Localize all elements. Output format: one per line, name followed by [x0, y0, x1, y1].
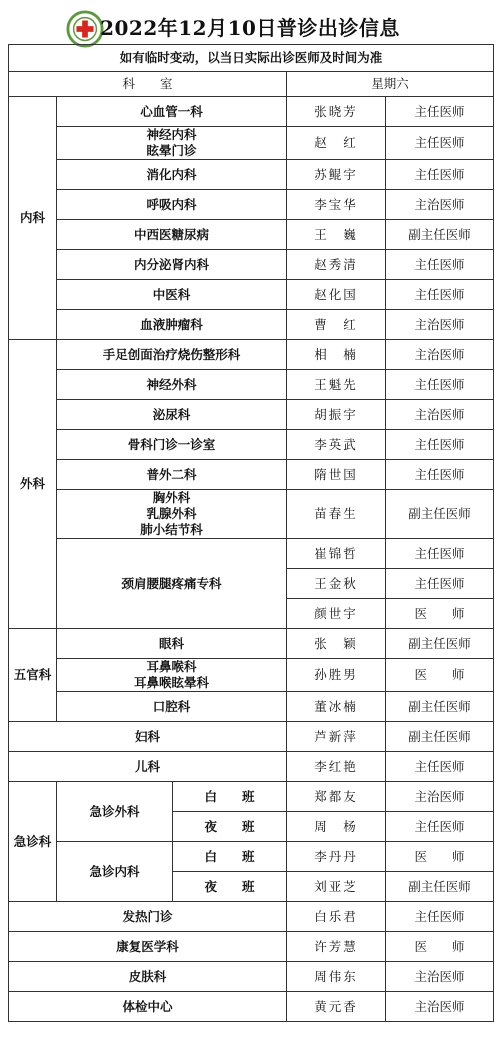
title-cell: 主任医师	[386, 250, 494, 280]
doctor-cell: 白乐君	[287, 902, 386, 932]
dept-cell: 胸外科 乳腺外科 肺小结节科	[57, 490, 287, 539]
dept-cell: 神经内科 眩晕门诊	[57, 127, 287, 160]
dept-cell: 皮肤科	[9, 962, 287, 992]
dept-cell: 普外二科	[57, 460, 287, 490]
title-cell: 主任医师	[386, 812, 494, 842]
dept-cell: 妇科	[9, 722, 287, 752]
title-cell: 主治医师	[386, 310, 494, 340]
dept-header: 科 室	[9, 72, 287, 97]
dept-cell: 骨科门诊一诊室	[57, 430, 287, 460]
page-title: 2022年12月10日普诊出诊信息	[100, 16, 400, 40]
dept-cell: 心血管一科	[57, 97, 287, 127]
doctor-cell: 王魁先	[287, 370, 386, 400]
dept-cell: 发热门诊	[9, 902, 287, 932]
table-row	[9, 97, 494, 127]
table-row	[9, 460, 494, 490]
dept-cell: 呼吸内科	[57, 190, 287, 220]
doctor-cell: 赵化国	[287, 280, 386, 310]
shift-cell: 夜 班	[173, 872, 287, 902]
dept-cell: 血液肿瘤科	[57, 310, 287, 340]
doctor-cell: 郑都友	[287, 782, 386, 812]
notice-row	[9, 45, 494, 72]
dept-cell: 中医科	[57, 280, 287, 310]
dept-cell: 急诊外科	[57, 782, 173, 842]
title-cell: 副主任医师	[386, 490, 494, 539]
table-row	[9, 629, 494, 659]
header	[8, 6, 492, 46]
title-cell: 主治医师	[386, 190, 494, 220]
doctor-cell: 李宝华	[287, 190, 386, 220]
title-cell: 副主任医师	[386, 722, 494, 752]
doctor-cell: 张晓芳	[287, 97, 386, 127]
doctor-cell: 黄元香	[287, 992, 386, 1022]
doctor-cell: 赵 红	[287, 127, 386, 160]
table-row	[9, 430, 494, 460]
doctor-cell: 曹 红	[287, 310, 386, 340]
title-cell: 主任医师	[386, 902, 494, 932]
table-row	[9, 340, 494, 370]
doctor-cell: 相 楠	[287, 340, 386, 370]
doctor-cell: 隋世国	[287, 460, 386, 490]
table-row	[9, 722, 494, 752]
title-cell: 主治医师	[386, 992, 494, 1022]
notice-text: 如有临时变动，以当日实际出诊医师及时间为准	[9, 45, 494, 72]
title-cell: 医 师	[386, 842, 494, 872]
table-row	[9, 490, 494, 539]
table-row	[9, 902, 494, 932]
doctor-cell: 周 杨	[287, 812, 386, 842]
doctor-cell: 崔锦哲	[287, 539, 386, 569]
doctor-cell: 刘亚芝	[287, 872, 386, 902]
table-row	[9, 752, 494, 782]
dept-cell: 颈肩腰腿疼痛专科	[57, 539, 287, 629]
dept-cell: 手足创面治疗烧伤整形科	[57, 340, 287, 370]
table-row	[9, 127, 494, 160]
doctor-cell: 孙胜男	[287, 659, 386, 692]
dept-cell: 口腔科	[57, 692, 287, 722]
title-cell: 主任医师	[386, 97, 494, 127]
table-row	[9, 692, 494, 722]
dept-cell: 儿科	[9, 752, 287, 782]
table-row	[9, 310, 494, 340]
group-jizhen: 急诊科	[9, 782, 57, 902]
table-row	[9, 842, 494, 872]
title-cell: 主治医师	[386, 400, 494, 430]
title-cell: 医 师	[386, 932, 494, 962]
group-wuguan: 五官科	[9, 629, 57, 722]
table-row	[9, 400, 494, 430]
shift-cell: 白 班	[173, 782, 287, 812]
day-header: 星期六	[287, 72, 494, 97]
table-row	[9, 932, 494, 962]
shift-cell: 夜 班	[173, 812, 287, 842]
dept-cell: 中西医糖尿病	[57, 220, 287, 250]
table-row	[9, 370, 494, 400]
doctor-cell: 李红艳	[287, 752, 386, 782]
group-neike: 内科	[9, 97, 57, 340]
title-cell: 副主任医师	[386, 692, 494, 722]
doctor-cell: 王 巍	[287, 220, 386, 250]
dept-cell: 体检中心	[9, 992, 287, 1022]
table-row	[9, 250, 494, 280]
dept-cell: 消化内科	[57, 160, 287, 190]
doctor-cell: 王金秋	[287, 569, 386, 599]
title-cell: 副主任医师	[386, 629, 494, 659]
title-cell: 主任医师	[386, 370, 494, 400]
dept-cell: 康复医学科	[9, 932, 287, 962]
table-row	[9, 539, 494, 569]
title-cell: 主治医师	[386, 782, 494, 812]
title-cell: 主任医师	[386, 127, 494, 160]
title-cell: 主任医师	[386, 460, 494, 490]
table-row	[9, 160, 494, 190]
doctor-cell: 张 颖	[287, 629, 386, 659]
table-row	[9, 190, 494, 220]
doctor-cell: 赵秀清	[287, 250, 386, 280]
table-row	[9, 782, 494, 812]
header-row	[9, 72, 494, 97]
group-waike: 外科	[9, 340, 57, 629]
title-cell: 主任医师	[386, 569, 494, 599]
doctor-cell: 颜世宇	[287, 599, 386, 629]
title-cell: 副主任医师	[386, 872, 494, 902]
dept-cell: 内分泌肾内科	[57, 250, 287, 280]
title-cell: 主任医师	[386, 160, 494, 190]
doctor-cell: 芦新萍	[287, 722, 386, 752]
table-row	[9, 992, 494, 1022]
dept-cell: 泌尿科	[57, 400, 287, 430]
dept-cell: 神经外科	[57, 370, 287, 400]
doctor-cell: 李英武	[287, 430, 386, 460]
title-cell: 医 师	[386, 659, 494, 692]
dept-cell: 急诊内科	[57, 842, 173, 902]
doctor-cell: 许芳慧	[287, 932, 386, 962]
title-cell: 医 师	[386, 599, 494, 629]
doctor-cell: 董冰楠	[287, 692, 386, 722]
title-cell: 主任医师	[386, 752, 494, 782]
title-cell: 副主任医师	[386, 220, 494, 250]
table-row	[9, 220, 494, 250]
title-cell: 主任医师	[386, 430, 494, 460]
title-cell: 主治医师	[386, 962, 494, 992]
doctor-cell: 周伟东	[287, 962, 386, 992]
shift-cell: 白 班	[173, 842, 287, 872]
title-cell: 主任医师	[386, 280, 494, 310]
doctor-cell: 苗春生	[287, 490, 386, 539]
title-cell: 主治医师	[386, 340, 494, 370]
doctor-cell: 李丹丹	[287, 842, 386, 872]
schedule-table	[8, 44, 494, 1022]
dept-cell: 耳鼻喉科 耳鼻喉眩晕科	[57, 659, 287, 692]
table-row	[9, 659, 494, 692]
doctor-cell: 胡振宇	[287, 400, 386, 430]
title-cell: 主任医师	[386, 539, 494, 569]
dept-cell: 眼科	[57, 629, 287, 659]
doctor-cell: 苏鲲宇	[287, 160, 386, 190]
table-row	[9, 280, 494, 310]
table-row	[9, 962, 494, 992]
